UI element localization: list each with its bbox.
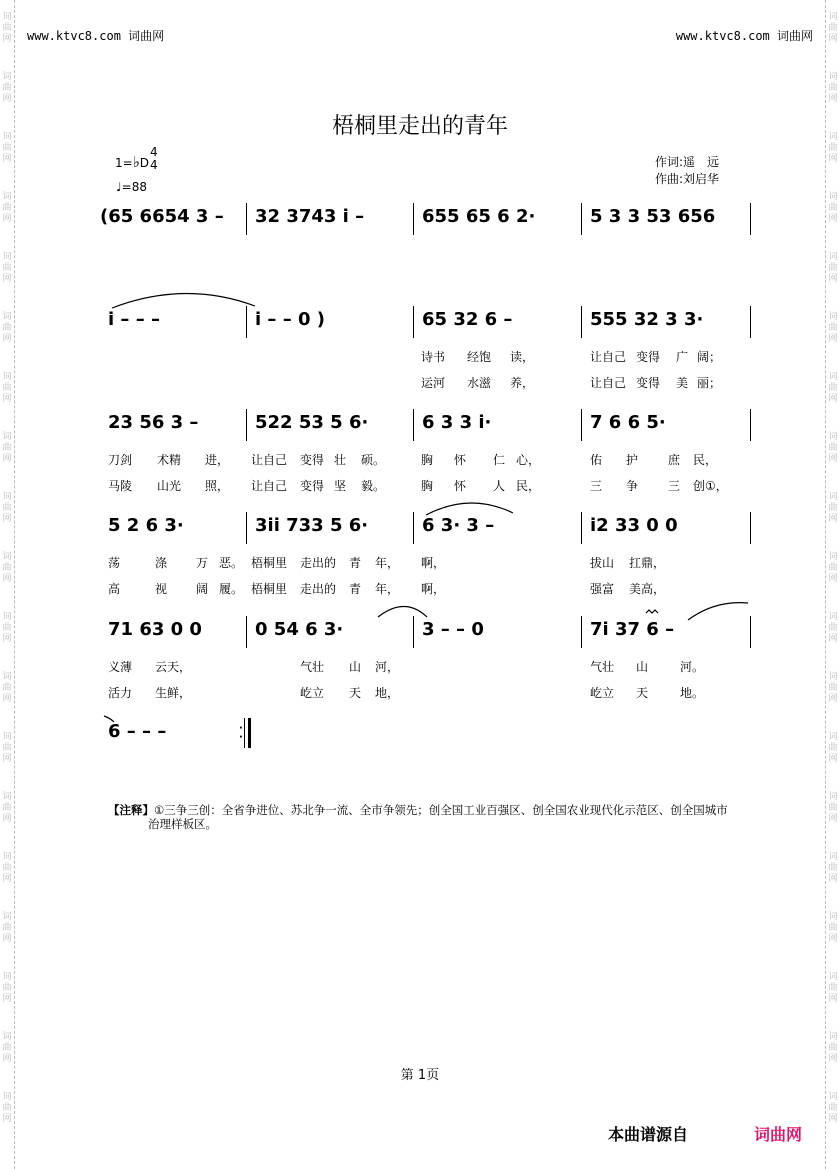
lyric-syllable: 变得 bbox=[300, 453, 325, 467]
lyric-syllable: 强富 bbox=[590, 582, 615, 596]
side-watermark-text: 词 曲 网 bbox=[828, 372, 838, 404]
slur-arc bbox=[378, 607, 427, 618]
side-watermark-text: 词 曲 网 bbox=[2, 732, 12, 764]
lyric-syllable: 屹立 bbox=[300, 686, 325, 700]
lyric-syllable: 术精 bbox=[157, 453, 182, 467]
row5-measure2: 0 54 6 3· bbox=[255, 619, 344, 640]
lyric-syllable: 河， bbox=[375, 660, 400, 674]
lyric-syllable: 民， bbox=[693, 453, 718, 467]
lyric-syllable: 履。 bbox=[219, 582, 244, 596]
lyric-syllable: 生鲜， bbox=[155, 686, 192, 700]
lyric-syllable: 三 bbox=[590, 479, 603, 493]
row4-measure1: 5 2 6 3· bbox=[108, 515, 184, 536]
lyric-syllable: 三 bbox=[668, 479, 681, 493]
lyric-syllable: 拔山 bbox=[590, 556, 615, 570]
side-watermark-text: 词 曲 网 bbox=[828, 612, 838, 644]
row4-measure4: i2 33 0 0 bbox=[590, 515, 678, 536]
side-watermark-text: 词 曲 网 bbox=[828, 312, 838, 344]
key-signature: 1=♭D bbox=[115, 153, 150, 171]
slur-arc bbox=[112, 293, 255, 308]
side-watermark-text: 词 曲 网 bbox=[828, 1032, 838, 1064]
lyric-syllable: 创①， bbox=[693, 479, 728, 493]
side-watermark-text: 词 曲 网 bbox=[2, 1092, 12, 1124]
lyric-syllable: 义薄 bbox=[108, 660, 133, 674]
lyric-syllable: 阔； bbox=[697, 350, 722, 364]
lyric-syllable: 壮 bbox=[334, 453, 347, 467]
lyric-syllable: 让自己 bbox=[251, 479, 288, 493]
lyric-syllable: 天 bbox=[349, 686, 362, 700]
lyric-syllable: 毅。 bbox=[361, 479, 386, 493]
slur-arc bbox=[426, 503, 513, 515]
annotation-text-line1: ①三争三创：全省争进位、苏北争一流、全市争领先；创全国工业百强区、创全国农业现代化示范区、创全国城市 bbox=[154, 803, 728, 817]
footer-source-text: 本曲谱源自 bbox=[608, 1125, 689, 1144]
lyric-syllable: 让自己 bbox=[590, 376, 627, 390]
mordent-icon bbox=[646, 610, 658, 613]
row4-measure3: 6 3· 3 – bbox=[422, 515, 495, 536]
side-watermark-text: 词 曲 网 bbox=[828, 432, 838, 464]
side-watermark-text: 词 曲 网 bbox=[2, 252, 12, 284]
lyric-syllable: 青 bbox=[349, 582, 362, 596]
lyric-syllable: 年， bbox=[375, 582, 400, 596]
slur-arc bbox=[688, 603, 748, 620]
side-watermark-text: 词 曲 网 bbox=[828, 72, 838, 104]
lyric-syllable: 坚 bbox=[334, 479, 347, 493]
lyric-syllable: 读， bbox=[510, 350, 535, 364]
side-watermark-text: 词 曲 网 bbox=[828, 672, 838, 704]
lyric-syllable: 地， bbox=[375, 686, 400, 700]
annotation-label: 【注释】 bbox=[108, 803, 154, 817]
side-watermark-text: 词 曲 网 bbox=[2, 432, 12, 464]
lyric-syllable: 天 bbox=[636, 686, 649, 700]
side-watermark-text: 词 曲 网 bbox=[2, 312, 12, 344]
time-bottom: 4 bbox=[150, 158, 158, 172]
side-watermark-text: 词 曲 网 bbox=[828, 252, 838, 284]
lyric-syllable: 美高， bbox=[629, 582, 666, 596]
footer-brand[interactable]: 词曲网 bbox=[754, 1125, 803, 1144]
lyric-syllable: 梧桐里 bbox=[251, 556, 288, 570]
lyric-syllable: 万 bbox=[196, 556, 209, 570]
lyric-syllable: 让自己 bbox=[590, 350, 627, 364]
row3-measure4: 7 6 6 5· bbox=[590, 412, 666, 433]
lyric-syllable: 胸 bbox=[421, 453, 434, 467]
side-watermark-text: 词 曲 网 bbox=[2, 1032, 12, 1064]
side-watermark-text: 词 曲 网 bbox=[2, 912, 12, 944]
slur-arc bbox=[104, 716, 114, 722]
row4-measure2: 3ii 733 5 6· bbox=[255, 515, 369, 536]
lyric-syllable: 变得 bbox=[300, 479, 325, 493]
header-url-right: www.ktvc8.com 词曲网 bbox=[675, 29, 813, 43]
row5-measure1: 71 63 0 0 bbox=[108, 619, 202, 640]
side-watermark-text: 词 曲 网 bbox=[2, 12, 12, 44]
lyric-syllable: 民， bbox=[516, 479, 541, 493]
lyric-syllable: 走出的 bbox=[300, 582, 337, 596]
lyric-syllable: 水滋 bbox=[467, 376, 492, 390]
annotation-text-line2: 治理样板区。 bbox=[148, 817, 217, 831]
side-watermark-text: 词 曲 网 bbox=[828, 552, 838, 584]
header-url-left: www.ktvc8.com 词曲网 bbox=[27, 29, 165, 43]
lyric-syllable: 年， bbox=[375, 556, 400, 570]
lyric-syllable: 怀 bbox=[454, 453, 467, 467]
lyric-syllable: 变得 bbox=[636, 376, 661, 390]
side-watermark-text: 词 曲 网 bbox=[828, 912, 838, 944]
tempo-value: =88 bbox=[121, 180, 147, 194]
side-watermark-text: 词 曲 网 bbox=[828, 792, 838, 824]
side-watermark-text: 词 曲 网 bbox=[828, 732, 838, 764]
side-watermark-text: 词 曲 网 bbox=[828, 852, 838, 884]
lyric-syllable: 气壮 bbox=[590, 660, 615, 674]
side-watermark-text: 词 曲 网 bbox=[2, 192, 12, 224]
side-watermark-text: 词 曲 网 bbox=[2, 972, 12, 1004]
lyric-syllable: 护 bbox=[626, 453, 639, 467]
lyric-syllable: 屹立 bbox=[590, 686, 615, 700]
lyric-syllable: 走出的 bbox=[300, 556, 337, 570]
side-watermark-text: 词 曲 网 bbox=[2, 612, 12, 644]
lyric-syllable: 啊， bbox=[421, 556, 446, 570]
row3-measure2: 522 53 5 6· bbox=[255, 412, 369, 433]
lyric-syllable: 恶。 bbox=[219, 556, 244, 570]
lyric-syllable: 丽； bbox=[697, 376, 722, 390]
lyric-syllable: 云天， bbox=[155, 660, 192, 674]
lyric-syllable: 养， bbox=[510, 376, 535, 390]
lyric-syllable: 怀 bbox=[454, 479, 467, 493]
side-watermark-text: 词 曲 网 bbox=[828, 12, 838, 44]
side-watermark-text: 词 曲 网 bbox=[828, 132, 838, 164]
lyric-syllable: 青 bbox=[349, 556, 362, 570]
row3-measure3: 6 3 3 i· bbox=[422, 412, 492, 433]
row1-measure4: 5 3 3 53 656 bbox=[590, 206, 716, 227]
key-prefix: 1= bbox=[115, 156, 133, 170]
side-watermark-text: 词 曲 网 bbox=[828, 972, 838, 1004]
lyric-syllable: 硕。 bbox=[361, 453, 386, 467]
page-number: 第 1页 bbox=[400, 1068, 440, 1083]
lyric-syllable: 庶 bbox=[668, 453, 681, 467]
lyric-syllable: 啊， bbox=[421, 582, 446, 596]
composer-credit: 作曲:刘启华 bbox=[655, 172, 720, 186]
lyric-syllable: 河。 bbox=[680, 660, 705, 674]
song-title: 梧桐里走出的青年 bbox=[331, 114, 508, 139]
row5-measure4: 7i 37 6 – bbox=[590, 619, 675, 640]
row1-measure2: 32 3743 i – bbox=[255, 206, 365, 227]
time-top: 4 bbox=[150, 145, 158, 159]
lyric-syllable: 广 bbox=[676, 350, 689, 364]
lyric-syllable: 山 bbox=[636, 660, 649, 674]
lyric-syllable: 扛鼎， bbox=[629, 556, 666, 570]
lyric-syllable: 马陵 bbox=[108, 479, 133, 493]
lyric-syllable: 佑 bbox=[590, 453, 603, 467]
lyric-syllable: 进， bbox=[205, 453, 230, 467]
lyric-syllable: 仁 bbox=[493, 453, 506, 467]
row1-measure3: 655 65 6 2· bbox=[422, 206, 536, 227]
side-watermark-text: 词 曲 网 bbox=[2, 672, 12, 704]
lyric-syllable: 变得 bbox=[636, 350, 661, 364]
lyric-syllable: 荡 bbox=[108, 556, 121, 570]
lyric-syllable: 刀剑 bbox=[108, 453, 133, 467]
side-watermark-text: 词 曲 网 bbox=[828, 1092, 838, 1124]
row6-measure1: 6 – – – bbox=[108, 721, 167, 742]
row2-measure1: i – – – bbox=[108, 309, 160, 330]
lyric-syllable: 照， bbox=[205, 479, 230, 493]
row5-measure3: 3 – – 0 bbox=[422, 619, 484, 640]
lyric-syllable: 经饱 bbox=[467, 350, 492, 364]
lyric-syllable: 高 bbox=[108, 582, 121, 596]
lyric-syllable: 争 bbox=[626, 479, 639, 493]
lyric-syllable: 地。 bbox=[680, 686, 705, 700]
lyric-syllable: 活力 bbox=[108, 686, 133, 700]
lyric-syllable: 涤 bbox=[155, 556, 168, 570]
side-watermark-text: 词 曲 网 bbox=[2, 852, 12, 884]
lyric-syllable: 诗书 bbox=[421, 350, 446, 364]
lyric-syllable: 视 bbox=[155, 582, 168, 596]
side-watermark-text: 词 曲 网 bbox=[2, 552, 12, 584]
row2-measure3: 65 32 6 – bbox=[422, 309, 513, 330]
quarter-note-icon: ♩ bbox=[116, 180, 122, 194]
row2-measure4: 555 32 3 3· bbox=[590, 309, 704, 330]
lyric-syllable: 梧桐里 bbox=[251, 582, 288, 596]
lyric-syllable: 运河 bbox=[421, 376, 446, 390]
lyric-syllable: 让自己 bbox=[251, 453, 288, 467]
side-watermark-text: 词 曲 网 bbox=[2, 132, 12, 164]
side-watermark-text: 词 曲 网 bbox=[2, 72, 12, 104]
repeat-dots: · · bbox=[239, 723, 243, 743]
annotation bbox=[108, 803, 768, 831]
lyricist-credit: 作词:遥 远 bbox=[655, 155, 720, 169]
side-watermark-text: 词 曲 网 bbox=[2, 492, 12, 524]
side-watermark-text: 词 曲 网 bbox=[2, 372, 12, 404]
lyric-syllable: 气壮 bbox=[300, 660, 325, 674]
lyric-syllable: 人 bbox=[493, 479, 506, 493]
lyric-syllable: 阔 bbox=[196, 582, 209, 596]
side-watermark-text: 词 曲 网 bbox=[2, 792, 12, 824]
key-letter: D bbox=[139, 156, 150, 170]
lyric-syllable: 心， bbox=[516, 453, 541, 467]
lyric-syllable: 山 bbox=[349, 660, 362, 674]
row3-measure1: 23 56 3 – bbox=[108, 412, 199, 433]
lyric-syllable: 胸 bbox=[421, 479, 434, 493]
side-watermark-text: 词 曲 网 bbox=[828, 192, 838, 224]
row1-measure1: (65 6654 3 – bbox=[100, 206, 224, 227]
side-watermark-text: 词 曲 网 bbox=[828, 492, 838, 524]
lyric-syllable: 美 bbox=[676, 376, 689, 390]
lyric-syllable: 山光 bbox=[157, 479, 182, 493]
row2-measure2: i – – 0 ) bbox=[255, 309, 325, 330]
